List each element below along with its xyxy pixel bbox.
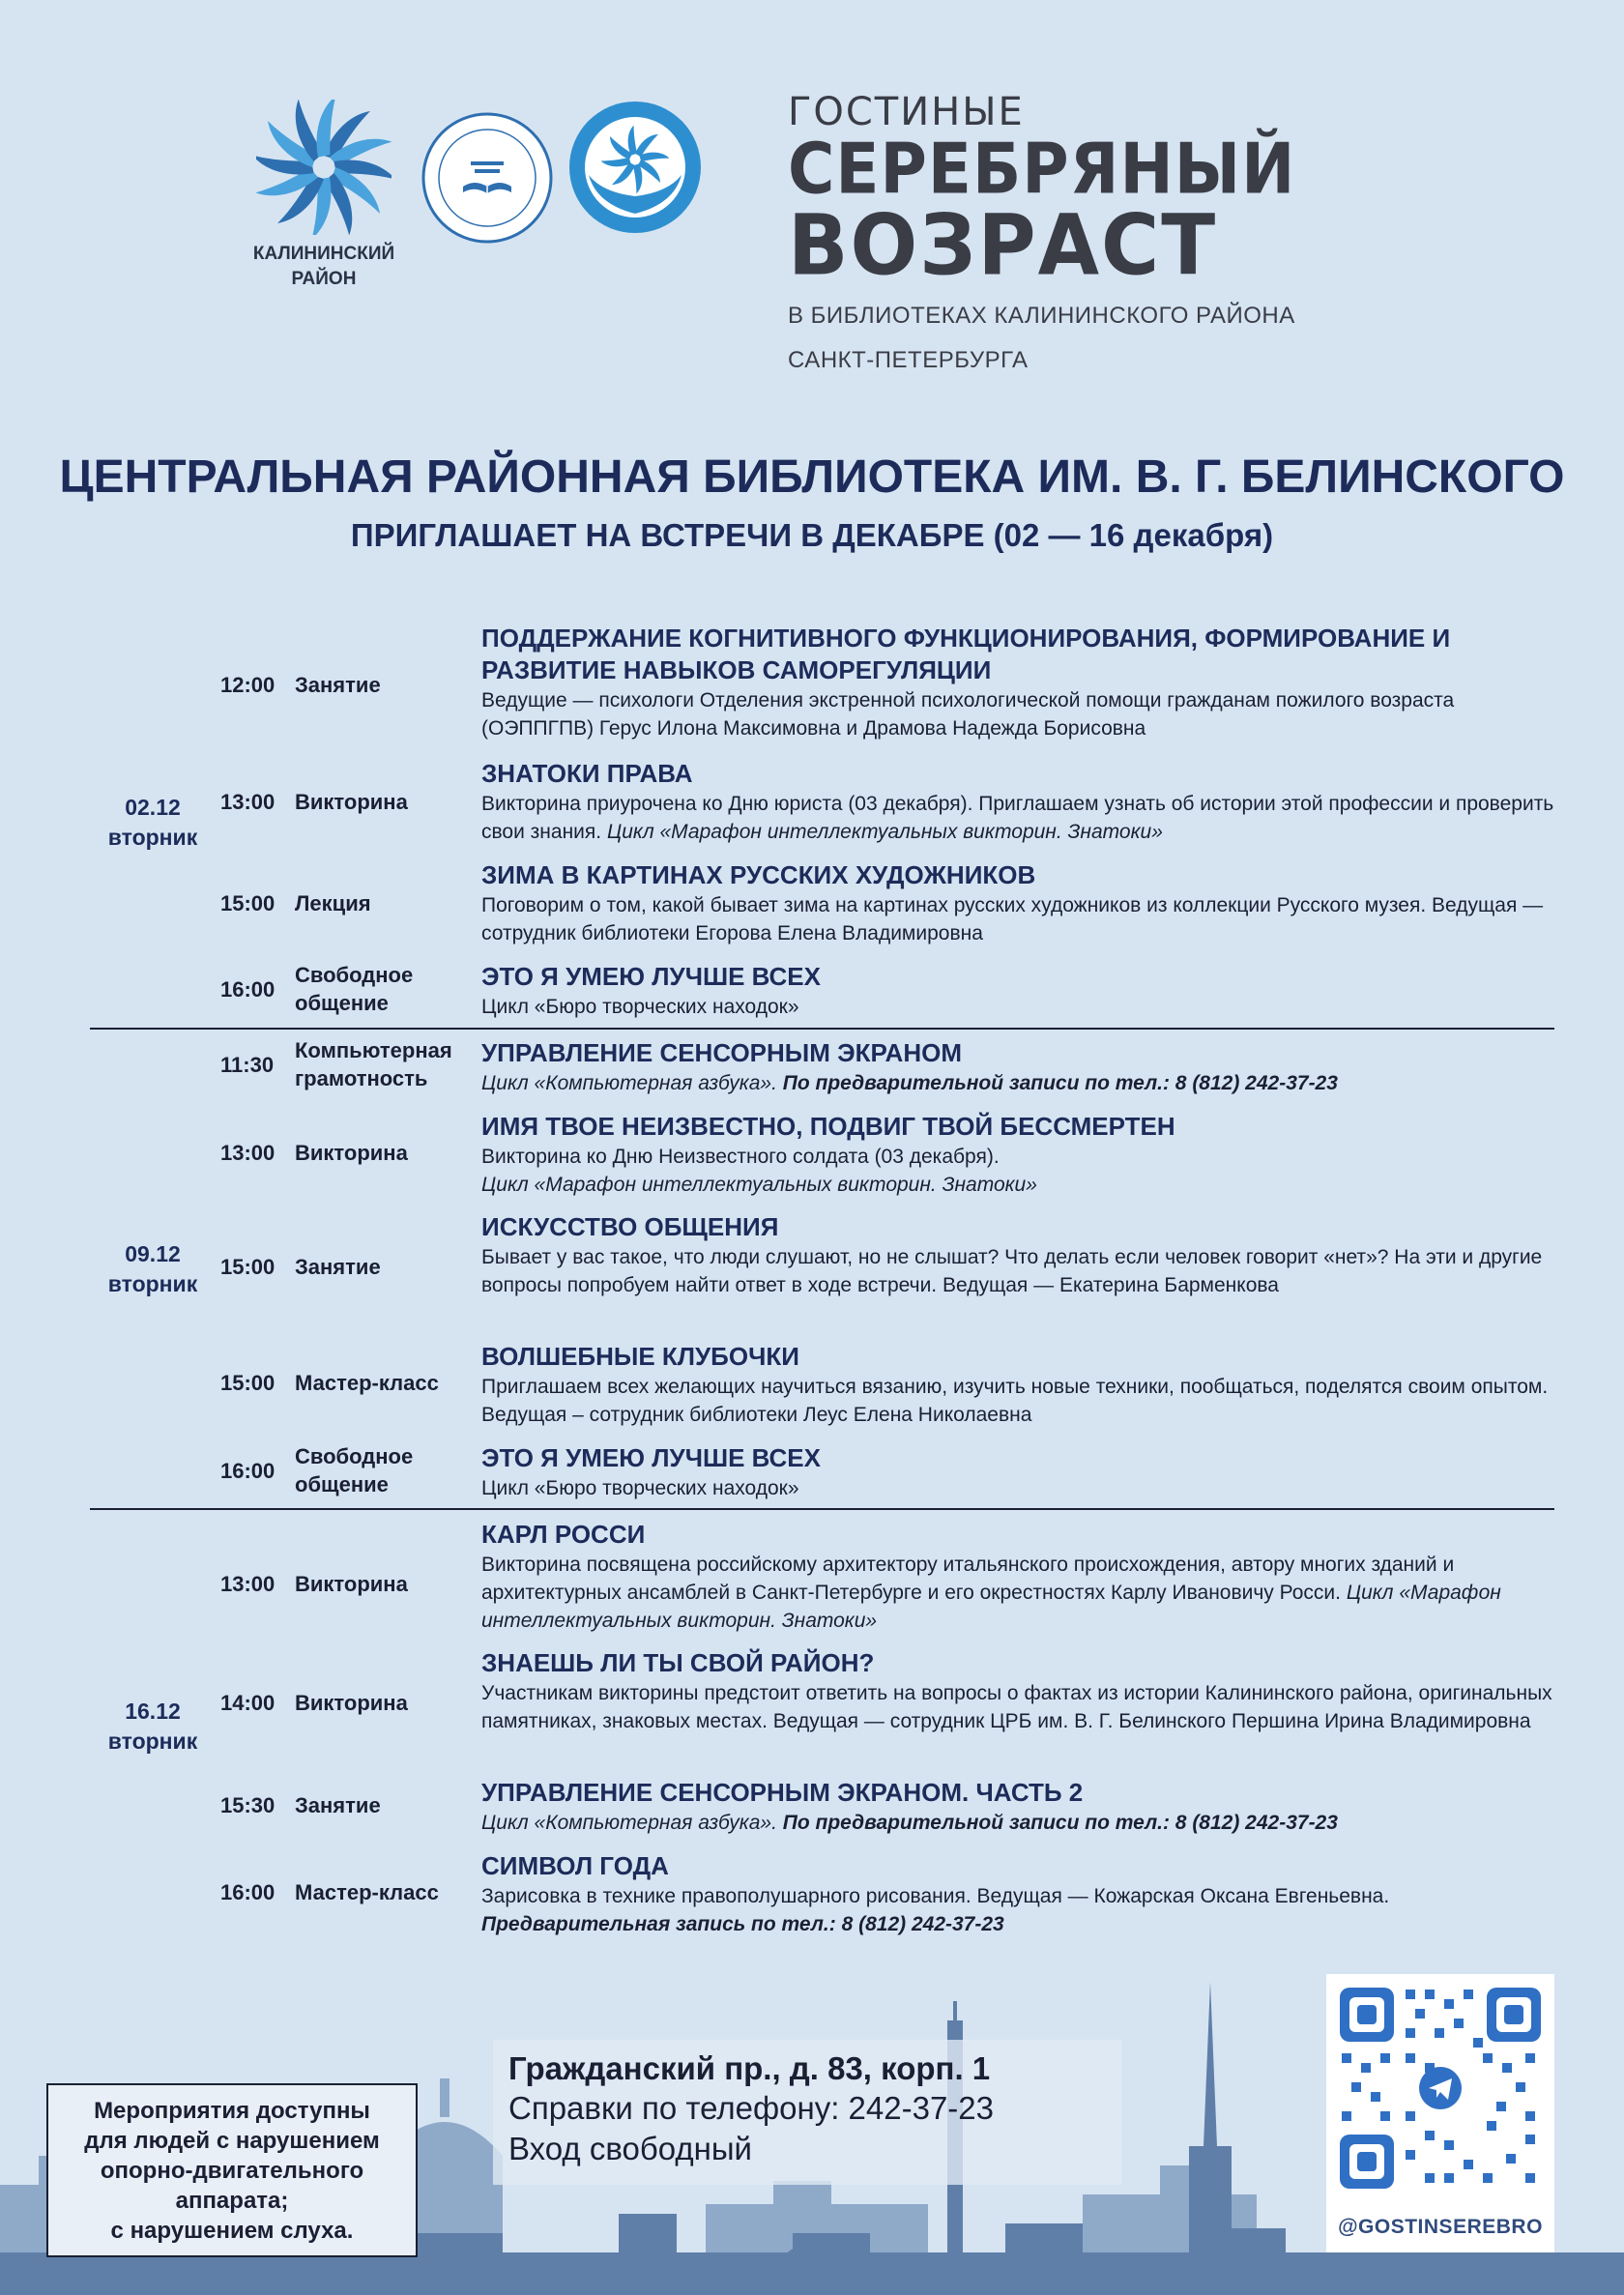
- date-value: 02.12: [125, 795, 181, 820]
- event-desc: Поговорим о том, какой бывает зима на картинах русских художников из коллекции Русского музея. Ведущая — сотрудник библиотеки Егорова Елена Владимировна: [481, 894, 1544, 944]
- event-desc: Зарисовка в технике правополушарного рисования. Ведущая — Кожарская Оксана Евгеньевна.: [481, 1885, 1390, 1907]
- event-type: Занятие: [295, 673, 381, 697]
- event-time: 15:00: [220, 1255, 276, 1279]
- phone-line: Справки по телефону: 242-37-23: [508, 2090, 994, 2126]
- brand-line-1: ГОСТИНЫЕ: [788, 90, 1025, 134]
- day-block-0912: [90, 1028, 1554, 1510]
- accessibility-notice: [46, 2083, 418, 2257]
- event-registration: Предварительная запись по тел.: 8 (812) 242-37-23: [481, 1913, 1004, 1935]
- event-cycle-note: Цикл «Марафон интеллектуальных викторин. Знатоки»: [481, 1174, 1037, 1196]
- event-cycle-note: Цикл «Марафон интеллектуальных викторин. Знатоки»: [606, 821, 1163, 843]
- weekday: вторник: [107, 1271, 198, 1296]
- event-desc: [481, 790, 1554, 846]
- page-title: ЦЕНТРАЛЬНАЯ РАЙОННАЯ БИБЛИОТЕКА ИМ. В. Г. БЕЛИНСКОГО: [59, 451, 1565, 503]
- event-title: СИМВОЛ ГОДА: [481, 1851, 669, 1880]
- event-title: ИСКУССТВО ОБЩЕНИЯ: [481, 1212, 779, 1241]
- event-time: 16:00: [220, 977, 276, 1002]
- event-type: Викторина: [295, 1691, 408, 1715]
- day-date: [90, 793, 216, 853]
- kalininsky-district-logo: [246, 100, 401, 290]
- event-body: [481, 1777, 1554, 1837]
- accessibility-line: Мероприятия доступны: [94, 2098, 370, 2124]
- address-block: [493, 2040, 1121, 2185]
- district-star-icon: [256, 100, 392, 235]
- event-type: Свободное общение: [295, 1444, 414, 1496]
- logo-group: [246, 92, 710, 295]
- day-block-0212: [90, 619, 1554, 1028]
- date-value: 16.12: [125, 1699, 181, 1724]
- accessibility-line: аппарата;: [175, 2188, 289, 2214]
- event-body: [481, 1211, 1554, 1299]
- brand-line-2: СЕРЕБРЯНЫЙ: [788, 128, 1296, 211]
- event-registration: По предварительной записи по тел.: 8 (812) 242-37-23: [782, 1072, 1338, 1094]
- event-desc: [481, 1069, 1554, 1097]
- page-subtitle: ПРИГЛАШАЕТ НА ВСТРЕЧИ В ДЕКАБРЕ (02 — 16 декабря): [350, 517, 1274, 553]
- event-type: Занятие: [295, 1255, 381, 1279]
- event-desc: Викторина ко Дню Неизвестного солдата (03 декабря).: [481, 1146, 1000, 1168]
- event-desc-text: Викторина посвящена российскому архитектору итальянского происхождения, автору многих зданий и архитектурных ансамблей в Санкт-Петербурге и его окрестностях Карлу Ивановичу Росси.: [481, 1554, 1455, 1604]
- event-cycle-note: Цикл «Компьютерная азбука».: [481, 1812, 777, 1834]
- hands-heart-logo-icon: [567, 100, 703, 235]
- event-type: Мастер-класс: [295, 1371, 439, 1395]
- event-type: Занятие: [295, 1793, 381, 1817]
- qr-code-card[interactable]: [1326, 1974, 1554, 2252]
- district-caption-2: РАЙОН: [291, 269, 357, 289]
- event-time: 12:00: [220, 673, 276, 697]
- event-body: [481, 623, 1554, 742]
- event-body: [481, 758, 1554, 846]
- event-body: [481, 1519, 1554, 1635]
- accessibility-line: для людей с нарушением: [84, 2128, 380, 2154]
- event-body: [481, 1037, 1554, 1097]
- event-time: 15:00: [220, 1371, 276, 1395]
- event-title: ЭТО Я УМЕЮ ЛУЧШЕ ВСЕХ: [481, 1443, 821, 1472]
- event-type: Мастер-класс: [295, 1880, 439, 1904]
- event-time: 14:00: [220, 1691, 276, 1715]
- event-time: 15:30: [220, 1793, 276, 1817]
- weekday: вторник: [107, 1729, 198, 1754]
- date-value: 09.12: [125, 1241, 181, 1266]
- event-title: ЭТО Я УМЕЮ ЛУЧШЕ ВСЕХ: [481, 962, 821, 991]
- event-body: [481, 859, 1554, 947]
- brand-line-4: В БИБЛИОТЕКАХ КАЛИНИНСКОГО РАЙОНА: [788, 303, 1295, 329]
- event-desc: [481, 1809, 1554, 1837]
- event-body: [481, 1442, 1554, 1502]
- event-time: 13:00: [220, 1572, 276, 1596]
- event-body: [481, 1341, 1554, 1429]
- event-type: Викторина: [295, 1572, 408, 1596]
- event-type: Свободное общение: [295, 963, 414, 1015]
- event-desc: [481, 1551, 1554, 1635]
- day-block-1612: [90, 1508, 1554, 1955]
- event-cycle-note: Цикл «Марафон интеллектуальных викторин. Знатоки»: [481, 1582, 1501, 1632]
- event-body: [481, 1111, 1554, 1199]
- event-time: 11:30: [220, 1053, 275, 1077]
- event-desc: Ведущие — психологи Отделения экстренной психологической помощи гражданам пожилого возраста (ОЭППГПВ) Герус Илона Максимовна и Драмова Надежда Борисовна: [481, 689, 1455, 740]
- event-desc: Приглашаем всех желающих научиться вязанию, изучить новые техники, пообщаться, поделятся своим опытом. Ведущая – сотрудник библиотеки Леус Елена Николаевна: [481, 1376, 1549, 1426]
- brand-line-5: САНКТ-ПЕТЕРБУРГА: [788, 347, 1029, 373]
- event-body: [481, 1647, 1554, 1735]
- event-desc: Участникам викторины предстоит ответить на вопросы о фактах из истории Калининского района, оригинальных памятниках, знаковых местах. Ведущая — сотрудник ЦРБ им. В. Г. Белинского Першина Ирина Владимировна: [481, 1682, 1552, 1732]
- event-title: ЗНАЕШЬ ЛИ ТЫ СВОЙ РАЙОН?: [481, 1648, 875, 1677]
- qr-handle[interactable]: @GOSTINSEREBRO: [1338, 2216, 1543, 2238]
- event-title: УПРАВЛЕНИЕ СЕНСОРНЫМ ЭКРАНОМ. ЧАСТЬ 2: [481, 1778, 1084, 1807]
- event-time: 13:00: [220, 790, 276, 814]
- weekday: вторник: [107, 825, 198, 850]
- event-title: КАРЛ РОССИ: [481, 1520, 646, 1549]
- event-type: Лекция: [295, 891, 371, 915]
- event-desc: Цикл «Бюро творческих находок»: [481, 1477, 799, 1499]
- event-desc: Цикл «Бюро творческих находок»: [481, 996, 799, 1018]
- event-type: Викторина: [295, 790, 408, 814]
- event-time: 16:00: [220, 1459, 276, 1483]
- event-desc: Бывает у вас такое, что люди слушают, но не слышат? Что делать если человек говорит «нет»? На эти и другие вопросы попробуем найти ответ в ходе встречи. Ведущая — Екатерина Барменкова: [481, 1246, 1543, 1296]
- accessibility-line: с нарушением слуха.: [110, 2218, 354, 2244]
- event-body: [481, 961, 1554, 1021]
- event-desc-text: Викторина приурочена ко Дню юриста (03 декабря). Приглашаем узнать об истории этой профессии и проверить свои знания.: [481, 793, 1554, 843]
- event-title: УПРАВЛЕНИЕ СЕНСОРНЫМ ЭКРАНОМ: [481, 1038, 962, 1067]
- event-cycle-note: Цикл «Компьютерная азбука».: [481, 1072, 777, 1094]
- event-title: ЗНАТОКИ ПРАВА: [481, 759, 693, 788]
- brand-block: [788, 92, 1368, 374]
- event-type: Компьютерная грамотность: [295, 1038, 452, 1090]
- qr-code-icon[interactable]: [1336, 1984, 1545, 2193]
- event-body: [481, 1850, 1554, 1938]
- event-title: ПОДДЕРЖАНИЕ КОГНИТИВНОГО ФУНКЦИОНИРОВАНИЯ, ФОРМИРОВАНИЕ И РАЗВИТИЕ НАВЫКОВ САМОРЕГУЛЯЦИИ: [481, 624, 1451, 684]
- brand-line-3: ВОЗРАСТ: [788, 197, 1218, 295]
- event-time: 13:00: [220, 1141, 276, 1165]
- event-type: Викторина: [295, 1141, 408, 1165]
- event-time: 15:00: [220, 891, 276, 915]
- address-line: Гражданский пр., д. 83, корп. 1: [508, 2050, 991, 2086]
- entry-line: Вход свободный: [508, 2131, 752, 2166]
- event-title: ЗИМА В КАРТИНАХ РУССКИХ ХУДОЖНИКОВ: [481, 860, 1036, 889]
- district-caption-1: КАЛИНИНСКИЙ: [252, 244, 395, 264]
- event-title: ИМЯ ТВОЕ НЕИЗВЕСТНО, ПОДВИГ ТВОЙ БЕССМЕРТЕН: [481, 1112, 1175, 1141]
- day-date: [90, 1239, 216, 1299]
- day-date: [90, 1697, 216, 1757]
- event-time: 16:00: [220, 1880, 276, 1904]
- event-title: ВОЛШЕБНЫЕ КЛУБОЧКИ: [481, 1342, 799, 1371]
- event-registration: По предварительной записи по тел.: 8 (812) 242-37-23: [782, 1812, 1338, 1834]
- library-system-seal-icon: [420, 111, 554, 245]
- accessibility-line: опорно-двигательного: [100, 2158, 364, 2184]
